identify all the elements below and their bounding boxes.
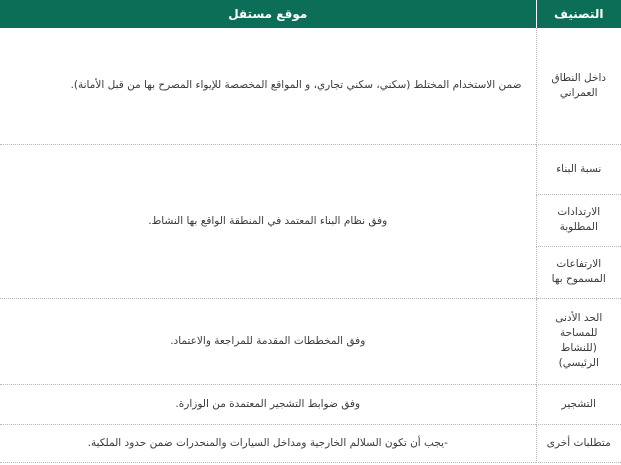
category-cell: الحد الأدنى للمساحة (للنشاط الرئيسي) [536,298,621,384]
table-row-coverage [0,144,621,194]
value-column-header: موقع مستقل [0,0,536,28]
table-row-urban [0,28,621,144]
category-cell: التشجير [536,384,621,424]
table-row-planting [0,384,621,424]
value-cell: وفق نظام البناء المعتمد في المنطقة الواقع بها النشاط. [0,144,536,298]
value-cell: وفق المخططات المقدمة للمراجعة والاعتماد. [0,298,536,384]
category-cell: نسبة البناء [536,144,621,194]
category-cell: متطلبات أخرى [536,424,621,462]
value-cell: ضمن الاستخدام المختلط (سكني، سكني تجاري، و المواقع المخصصة للإيواء المصرح بها من قبل الأمانة). [0,28,536,144]
table-row-other [0,424,621,462]
category-cell: الارتفاعات المسموح بها [536,246,621,298]
value-cell: -يجب أن تكون السلالم الخارجية ومداخل السيارات والمنحدرات ضمن حدود الملكية. [0,424,536,462]
table-header-row [0,0,621,28]
category-cell: الارتدادات المطلوبة [536,194,621,246]
value-cell: وفق ضوابط التشجير المعتمدة من الوزارة. [0,384,536,424]
category-cell: داخل النطاق العمراني [536,28,621,144]
category-column-header: التصنيف [536,0,621,28]
table-row-min-area [0,298,621,384]
